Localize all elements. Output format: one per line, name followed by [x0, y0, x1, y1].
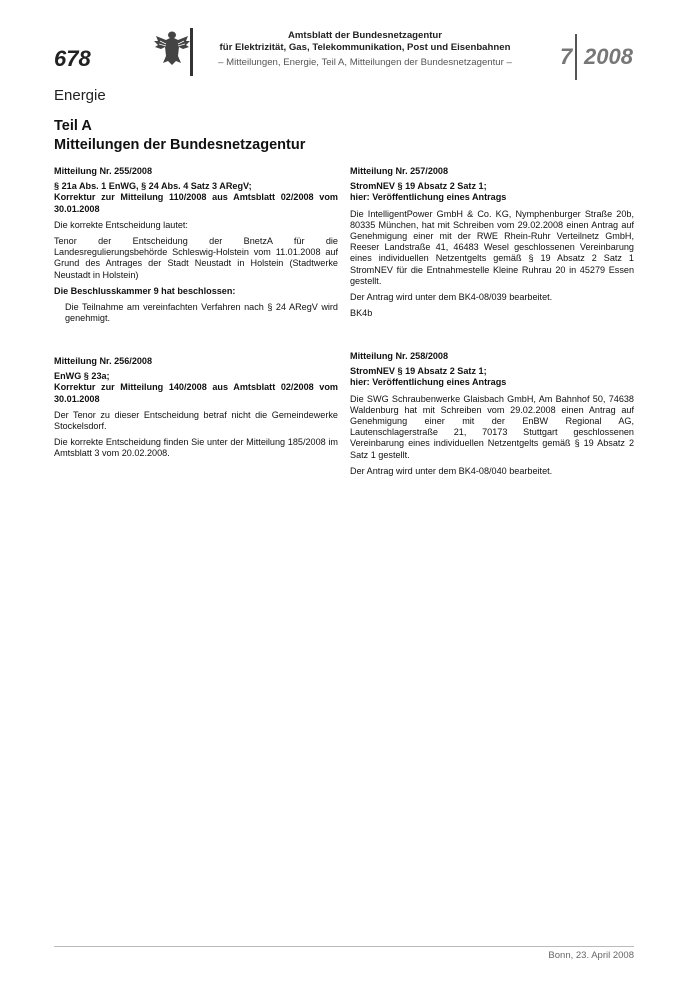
footer-date: Bonn, 23. April 2008	[548, 950, 634, 961]
issue-number: 7	[560, 44, 573, 69]
notice-paragraph: Die IntelligentPower GmbH & Co. KG, Nymphenburger Straße 20b, 80335 München, hat mit Schreiben vom 29.02.2008 einen Antrag auf Genehmigung einer mit der RWE Rhein-Ruhr Verteilnetz GmbH, Reeser Landstraße 41, 46483 Wesel geschlossenen Vereinbarung eines individuellen Netzentgelts gemäß § 19 Absatz 2 Satz 1 StromNEV für die Entnahmestelle Kleine Ruhrau 20 in 45279 Essen gestellt.	[350, 208, 634, 286]
notice-heading	[350, 366, 634, 388]
page-number: 678	[54, 46, 91, 71]
journal-subtitle: – Mitteilungen, Energie, Teil A, Mitteilungen der Bundesnetzagentur –	[218, 57, 512, 68]
notice-paragraph: Die Beschlusskammer 9 hat beschlossen:	[54, 285, 236, 296]
issue-divider	[575, 34, 577, 80]
notice-number: Mitteilung Nr. 258/2008	[350, 351, 449, 361]
journal-title-line1: Amtsblatt der Bundesnetzagentur	[287, 30, 443, 41]
header-divider	[190, 28, 193, 76]
notice-heading-line2: Korrektur zur Mitteilung 140/2008 aus Amtsblatt 02/2008 vom 30.01.2008	[54, 382, 338, 404]
notice-heading-line2: Korrektur zur Mitteilung 110/2008 aus Amtsblatt 02/2008 vom 30.01.2008	[54, 192, 338, 214]
notice-paragraph: Die Teilnahme am vereinfachten Verfahren nach § 24 ARegV wird genehmigt.	[65, 302, 338, 324]
notice-paragraph: Der Antrag wird unter dem BK4-08/040 bearbeitet.	[350, 465, 553, 476]
notice-paragraph: Die korrekte Entscheidung lautet:	[54, 219, 188, 230]
notice-heading-line1: EnWG § 23a;	[54, 371, 110, 382]
notice-heading-line2: hier: Veröffentlichung eines Antrags	[350, 377, 507, 388]
notice-number: Mitteilung Nr. 256/2008	[54, 356, 153, 366]
notice-number: Mitteilung Nr. 255/2008	[54, 166, 153, 176]
notice-256	[54, 356, 338, 465]
notice-heading-line1: § 21a Abs. 1 EnWG, § 24 Abs. 4 Satz 3 ARegV;	[54, 181, 252, 192]
part-heading	[54, 117, 305, 155]
notice-257	[350, 166, 634, 324]
notice-paragraph: Die SWG Schraubenwerke Glaisbach GmbH, Am Bahnhof 50, 74638 Waldenburg hat mit Schreiben vom 29.02.2008 einen Antrag auf Genehmigung einer mit der EnBW Regional AG, Lautenschlagerstraße 21, 70173 Stuttgart geschlossenen Vereinbarung eines individuellen Netzentgelts gemäß § 19 Absatz 2 Satz 1 gestellt.	[350, 393, 634, 460]
notice-255	[54, 166, 338, 329]
notice-heading	[54, 181, 338, 215]
issue-year: 2008	[584, 44, 633, 69]
notice-paragraph: Der Antrag wird unter dem BK4-08/039 bearbeitet.	[350, 292, 553, 303]
notice-heading-line2: hier: Veröffentlichung eines Antrags	[350, 192, 507, 203]
footer-divider	[54, 946, 634, 947]
notice-paragraph: Tenor der Entscheidung der BnetzA für die Landesregulierungsbehörde Schleswig-Holstein vom 11.01.2008 auf Grund des Antrages der Stadt Neustadt in Holstein (Stadtwerke Neustadt in Holstein)	[54, 236, 338, 280]
notice-paragraph: BK4b	[350, 308, 373, 319]
part-label: Teil A	[54, 118, 92, 134]
notice-258	[350, 351, 634, 482]
notice-heading-line1: StromNEV § 19 Absatz 2 Satz 1;	[350, 181, 487, 192]
federal-eagle-icon	[152, 28, 192, 68]
journal-title	[200, 30, 530, 54]
notice-heading	[350, 181, 634, 203]
notice-paragraph: Die korrekte Entscheidung finden Sie unter der Mitteilung 185/2008 im Amtsblatt 3 vom 20.02.2008.	[54, 437, 338, 459]
part-title: Mitteilungen der Bundesnetzagentur	[54, 137, 306, 153]
section-title: Energie	[54, 87, 106, 104]
journal-title-line2: für Elektrizität, Gas, Telekommunikation, Post und Eisenbahnen	[219, 42, 511, 53]
notice-heading-line1: StromNEV § 19 Absatz 2 Satz 1;	[350, 366, 487, 377]
notice-paragraph: Der Tenor zu dieser Entscheidung betraf nicht die Gemeindewerke Stockelsdorf.	[54, 409, 338, 432]
notice-heading	[54, 371, 338, 405]
notice-number: Mitteilung Nr. 257/2008	[350, 166, 449, 176]
